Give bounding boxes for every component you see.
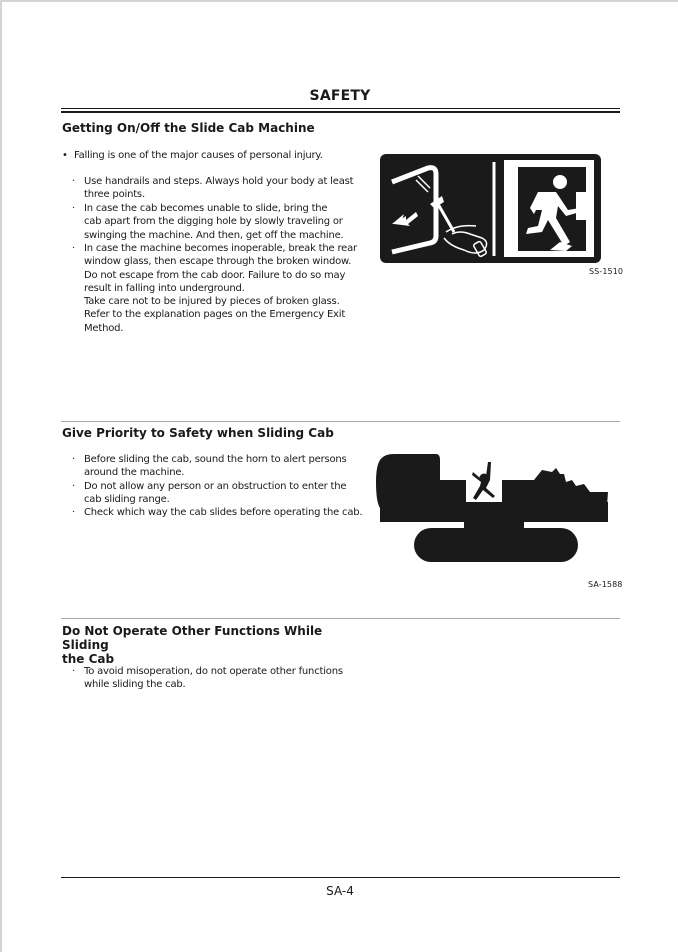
bullet-dot: • <box>62 150 68 161</box>
bullet-dot: · <box>72 243 75 254</box>
bullet-dot: · <box>72 176 75 187</box>
list-item-line: Take care not to be injured by pieces of broken glass. <box>84 296 340 308</box>
figure-caption: SA-1588 <box>588 580 623 589</box>
list-item <box>72 202 352 242</box>
page-number: SA-4 <box>326 884 354 898</box>
list-item <box>72 453 352 480</box>
bullet-dot: · <box>72 666 75 677</box>
page-title: SAFETY <box>309 88 371 104</box>
list-item-line: To avoid misoperation, do not operate other functions <box>84 666 343 677</box>
list-item <box>72 480 352 507</box>
list-item-line: cab sliding range. <box>84 494 170 506</box>
list-item-line: swinging the machine. And then, get off the machine. <box>84 229 344 241</box>
section-divider <box>61 618 620 619</box>
list-item-line: Do not escape from the cab door. Failure to do so may <box>84 269 346 281</box>
list-item-line: while sliding the cab. <box>84 679 186 691</box>
list-item-line: In case the machine becomes inoperable, break the rear <box>84 243 357 254</box>
section-title-do-not-operate <box>62 624 352 666</box>
list-item-line: window glass, then escape through the broken window. <box>84 256 352 268</box>
list-item-line: around the machine. <box>84 467 185 479</box>
list-item <box>72 665 352 692</box>
section-title-getting-on-off: Getting On/Off the Slide Cab Machine <box>62 121 315 135</box>
sliding-cab-crush-hazard-icon <box>376 454 608 562</box>
bullet-dot: · <box>72 507 75 518</box>
emergency-exit-icon <box>504 160 594 257</box>
figure-caption: SS-1510 <box>589 267 624 276</box>
bullet-dot: · <box>72 454 75 465</box>
list-item <box>72 175 352 202</box>
section-divider <box>61 421 620 422</box>
list-item-line: Before sliding the cab, sound the horn to alert persons <box>84 454 347 465</box>
list-item-line: cab apart from the digging hole by slowly traveling or <box>84 216 343 228</box>
footer-rule <box>61 877 620 878</box>
list-item-line: Use handrails and steps. Always hold your body at least <box>84 176 354 187</box>
main-bullet-text: Falling is one of the major causes of personal injury. <box>74 150 323 161</box>
bullet-dot: · <box>72 481 75 492</box>
list-item-line: Do not allow any person or an obstruction to enter the <box>84 481 347 492</box>
list-item-line: three points. <box>84 189 145 201</box>
bullet-dot: · <box>72 203 75 214</box>
list-item-line: Method. <box>84 322 124 334</box>
list-item-line: In case the cab becomes unable to slide, bring the <box>84 203 328 214</box>
header-rule-thin <box>61 108 620 109</box>
list-item-line: result in falling into underground. <box>84 282 245 294</box>
section-title-line: the Cab <box>62 652 115 666</box>
list-item <box>72 242 357 335</box>
list-item-line: Check which way the cab slides before operating the cab. <box>84 507 363 518</box>
header-rule-thick <box>61 111 620 113</box>
section-title-line: Do Not Operate Other Functions While Sliding <box>62 624 323 652</box>
figure-ss-1510 <box>380 154 601 263</box>
list-item-line: Refer to the explanation pages on the Emergency Exit <box>84 309 346 321</box>
section-title-priority-safety: Give Priority to Safety when Sliding Cab <box>62 426 334 440</box>
list-item <box>72 506 363 519</box>
figure-sa-1588 <box>374 452 614 564</box>
